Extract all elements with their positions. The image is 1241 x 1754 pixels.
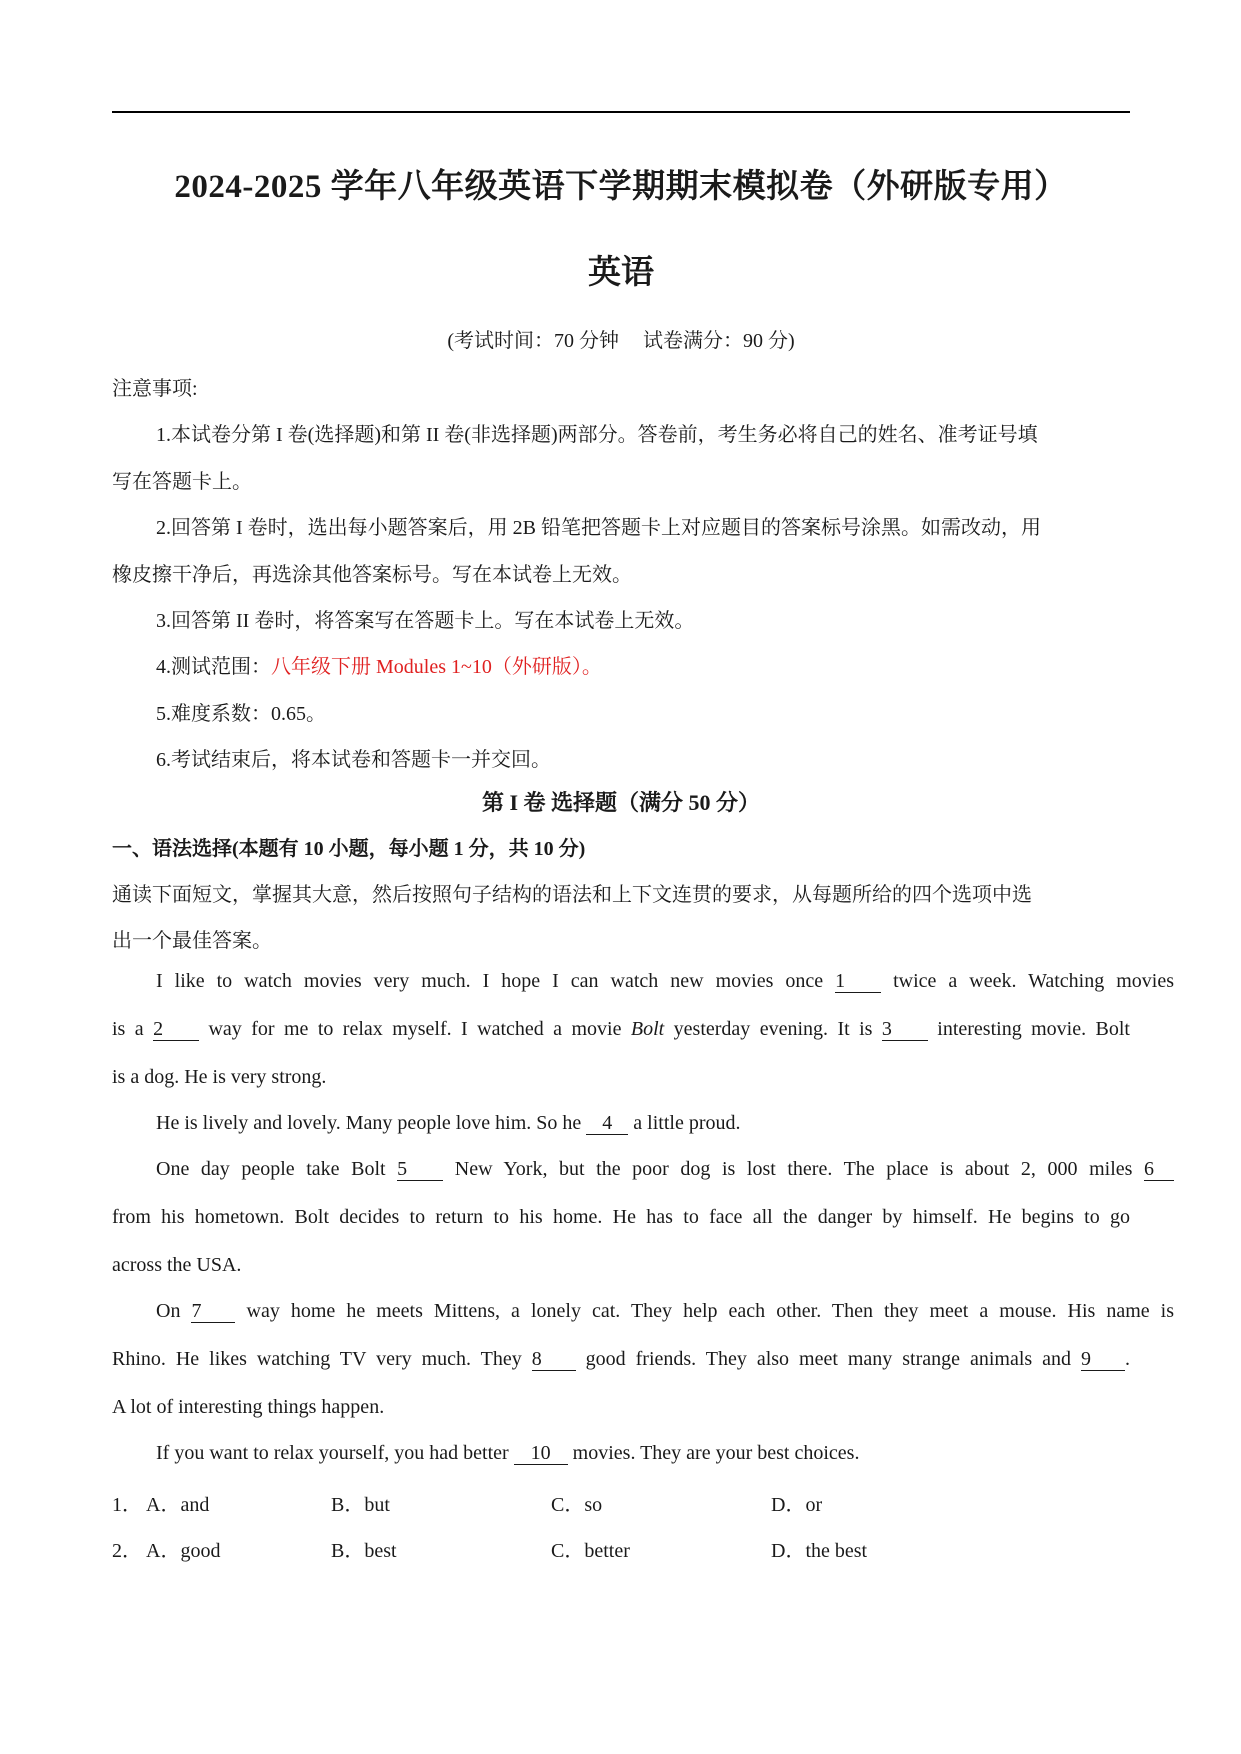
blank-1: 1: [835, 971, 881, 993]
passage-text: way home he meets Mittens, a lonely cat. They help each other. Then they meet a mouse. His name is: [235, 1300, 1174, 1322]
note-4-scope: 八年级下册 Modules 1~10（外研版）。: [271, 656, 602, 678]
passage-text: a little proud.: [628, 1112, 741, 1134]
passage-line-3: is a dog. He is very strong.: [112, 1066, 327, 1088]
note-4: [112, 650, 1174, 679]
blank-4: 4: [586, 1113, 628, 1135]
passage-line-11: [112, 1442, 1174, 1465]
passage-text: He is lively and lovely. Many people love him. So he: [156, 1112, 587, 1134]
option-b: B．but: [331, 1494, 390, 1516]
exam-info: [112, 324, 1130, 353]
passage-text: One day people take Bolt: [156, 1158, 398, 1180]
passage-text: I like to watch movies very much. I hope I can watch new movies once: [156, 970, 836, 992]
passage-line-8: [112, 1300, 1174, 1323]
note-1-line-1: 1.本试卷分第 I 卷(选择题)和第 II 卷(非选择题)两部分。答卷前，考生务必将自己的姓名、准考证号填: [156, 424, 1038, 446]
option-c: C．better: [551, 1540, 630, 1562]
passage-text: movies. They are your best choices.: [567, 1442, 860, 1464]
movie-title: Bolt: [630, 1018, 665, 1040]
note-5: 5.难度系数：0.65。: [156, 703, 326, 725]
blank-5: 5: [397, 1159, 443, 1181]
notes-heading: 注意事项:: [112, 378, 198, 400]
note-2-line-1: 2.回答第 I 卷时，选出每小题答案后，用 2B 铅笔把答题卡上对应题目的答案标号涂黑。如需改动，用: [156, 517, 1041, 539]
blank-10: 10: [514, 1443, 568, 1465]
full-score: 试卷满分：90 分): [643, 330, 795, 352]
passage-text: .: [1125, 1348, 1130, 1370]
passage-line-6: from his hometown. Bolt decides to return to his home. He has to face all the danger by himself. He begins to go: [112, 1206, 1130, 1228]
passage-text: yesterday evening. It is: [664, 1018, 882, 1040]
passage-text: good friends. They also meet many strange animals and: [575, 1348, 1081, 1370]
question-2: [112, 1534, 1130, 1563]
part-1-title: 一、语法选择(本题有 10 小题，每小题 1 分，共 10 分): [112, 838, 586, 860]
blank-9: 9: [1081, 1349, 1125, 1371]
instruction-line-2: 出一个最佳答案。: [112, 930, 272, 952]
question-number: 1．: [112, 1494, 142, 1516]
passage-line-7: across the USA.: [112, 1254, 242, 1276]
passage-text: interesting movie. Bolt: [927, 1018, 1130, 1040]
note-1-line-2: 写在答题卡上。: [112, 471, 252, 493]
passage-text: is a: [112, 1018, 154, 1040]
option-b: B．best: [331, 1540, 397, 1562]
section-1-title: 第 I 卷 选择题（满分 50 分）: [481, 790, 761, 815]
passage-text: If you want to relax yourself, you had better: [156, 1442, 514, 1464]
top-rule: [112, 111, 1130, 113]
note-2-line-2: 橡皮擦干净后，再选涂其他答案标号。写在本试卷上无效。: [112, 564, 632, 586]
passage-line-5: [112, 1158, 1174, 1181]
passage-text: twice a week. Watching movies: [881, 970, 1174, 992]
option-d: D．or: [771, 1494, 823, 1516]
blank-7: 7: [191, 1301, 235, 1323]
note-6: 6.考试结束后，将本试卷和答题卡一并交回。: [156, 749, 551, 771]
note-4-prefix: 4.测试范围：: [156, 656, 271, 678]
blank-3: 3: [882, 1019, 928, 1041]
blank-2: 2: [153, 1019, 199, 1041]
passage-text: New York, but the poor dog is lost there. The place is about 2, 000 miles: [443, 1158, 1144, 1180]
option-a: A．good: [146, 1540, 221, 1562]
question-1: [112, 1488, 1130, 1517]
exam-time: (考试时间：70 分钟: [447, 330, 619, 352]
passage-line-4: [112, 1112, 1174, 1135]
option-a: A．and: [146, 1494, 210, 1516]
instruction-line-1: 通读下面短文，掌握其大意，然后按照句子结构的语法和上下文连贯的要求，从每题所给的四个选项中选: [112, 884, 1032, 906]
passage-line-10: A lot of interesting things happen.: [112, 1396, 385, 1418]
page-title: 2024-2025 学年八年级英语下学期期末模拟卷（外研版专用）: [174, 169, 1068, 205]
option-d: D．the best: [771, 1540, 868, 1562]
option-c: C．so: [551, 1494, 603, 1516]
question-number: 2．: [112, 1540, 142, 1562]
passage-text: Rhino. He likes watching TV very much. They: [112, 1348, 532, 1370]
passage-text: On: [156, 1300, 192, 1322]
passage-line-2: [112, 1018, 1130, 1041]
blank-6: 6: [1144, 1159, 1174, 1181]
passage-text: way for me to relax myself. I watched a movie: [199, 1018, 631, 1040]
passage-line-1: [112, 970, 1174, 993]
passage-line-9: [112, 1348, 1130, 1371]
blank-8: 8: [532, 1349, 576, 1371]
subject-title: 英语: [588, 255, 654, 291]
note-3: 3.回答第 II 卷时，将答案写在答题卡上。写在本试卷上无效。: [156, 610, 695, 632]
